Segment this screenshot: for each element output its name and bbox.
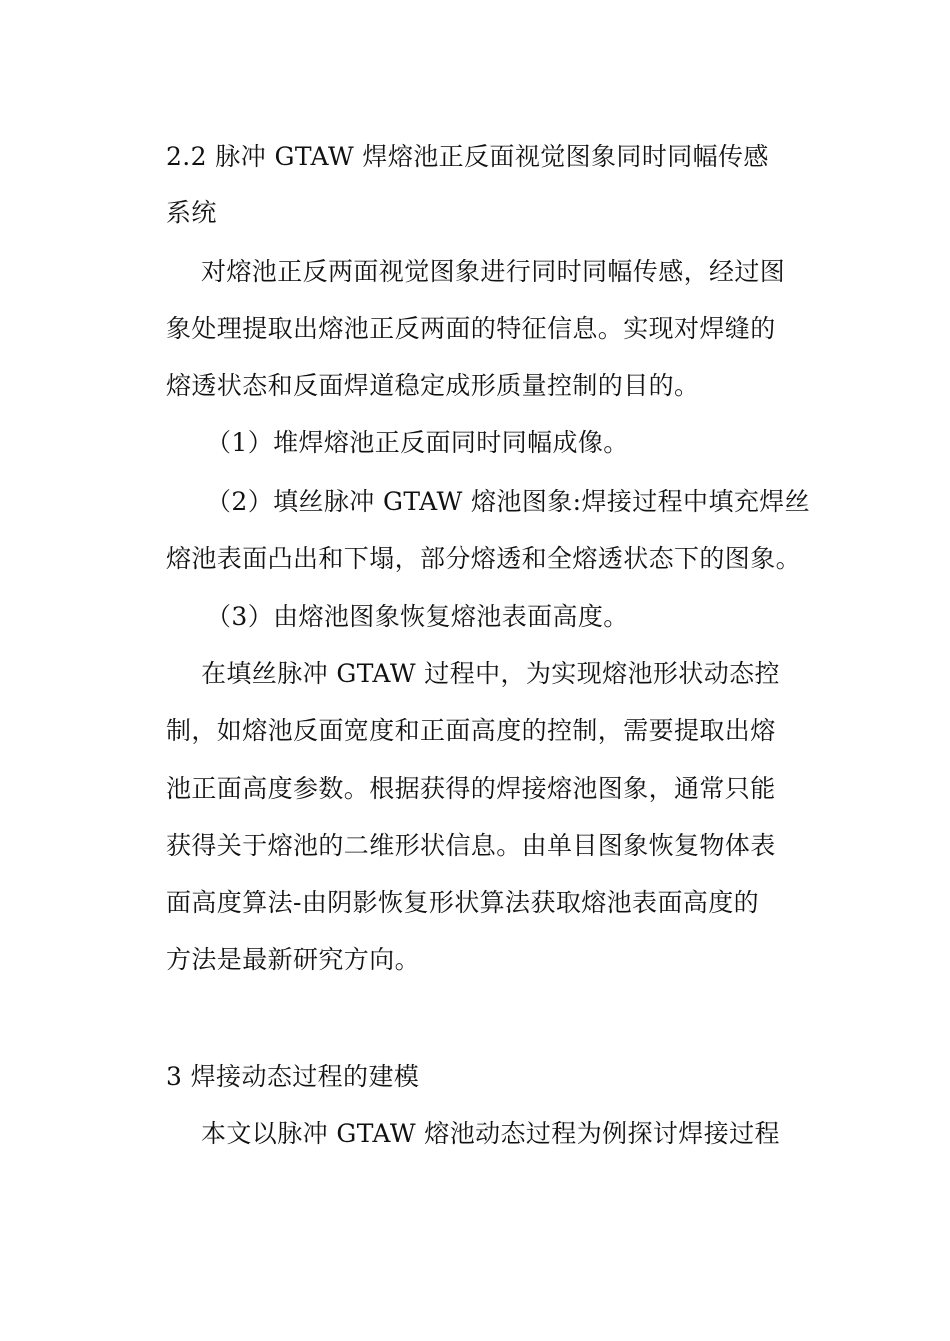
paragraph-line: 对熔池正反两面视觉图象进行同时同幅传感，经过图	[201, 257, 786, 286]
paragraph-line: 方法是最新研究方向。	[166, 945, 421, 974]
paragraph-line: 本文以脉冲 GTAW 熔池动态过程为例探讨焊接过程	[201, 1119, 780, 1148]
paragraph-line: 池正面高度参数。根据获得的焊接熔池图象，通常只能	[166, 774, 776, 803]
paragraph-line: 熔透状态和反面焊道稳定成形质量控制的目的。	[166, 371, 700, 400]
section-heading-2-2-line2: 系统	[166, 198, 217, 227]
paragraph-line: 获得关于熔池的二维形状信息。由单目图象恢复物体表	[166, 831, 776, 860]
section-heading-2-2-line1: 2.2 脉冲 GTAW 焊熔池正反面视觉图象同时同幅传感	[166, 142, 769, 171]
list-item-2-line1: （2）填丝脉冲 GTAW 熔池图象:焊接过程中填充焊丝	[206, 487, 811, 516]
list-item-2-line2: 熔池表面凸出和下塌，部分熔透和全熔透状态下的图象。	[166, 544, 802, 573]
list-item-1: （1）堆焊熔池正反面同时同幅成像。	[206, 428, 629, 457]
paragraph-line: 制，如熔池反面宽度和正面高度的控制，需要提取出熔	[166, 716, 776, 745]
paragraph-line: 面高度算法-由阴影恢复形状算法获取熔池表面高度的	[166, 888, 760, 917]
list-item-3: （3）由熔池图象恢复熔池表面高度。	[206, 602, 629, 631]
section-heading-3: 3 焊接动态过程的建模	[166, 1062, 420, 1091]
paragraph-line: 在填丝脉冲 GTAW 过程中，为实现熔池形状动态控	[201, 659, 780, 688]
paragraph-line: 象处理提取出熔池正反两面的特征信息。实现对焊缝的	[166, 314, 776, 343]
